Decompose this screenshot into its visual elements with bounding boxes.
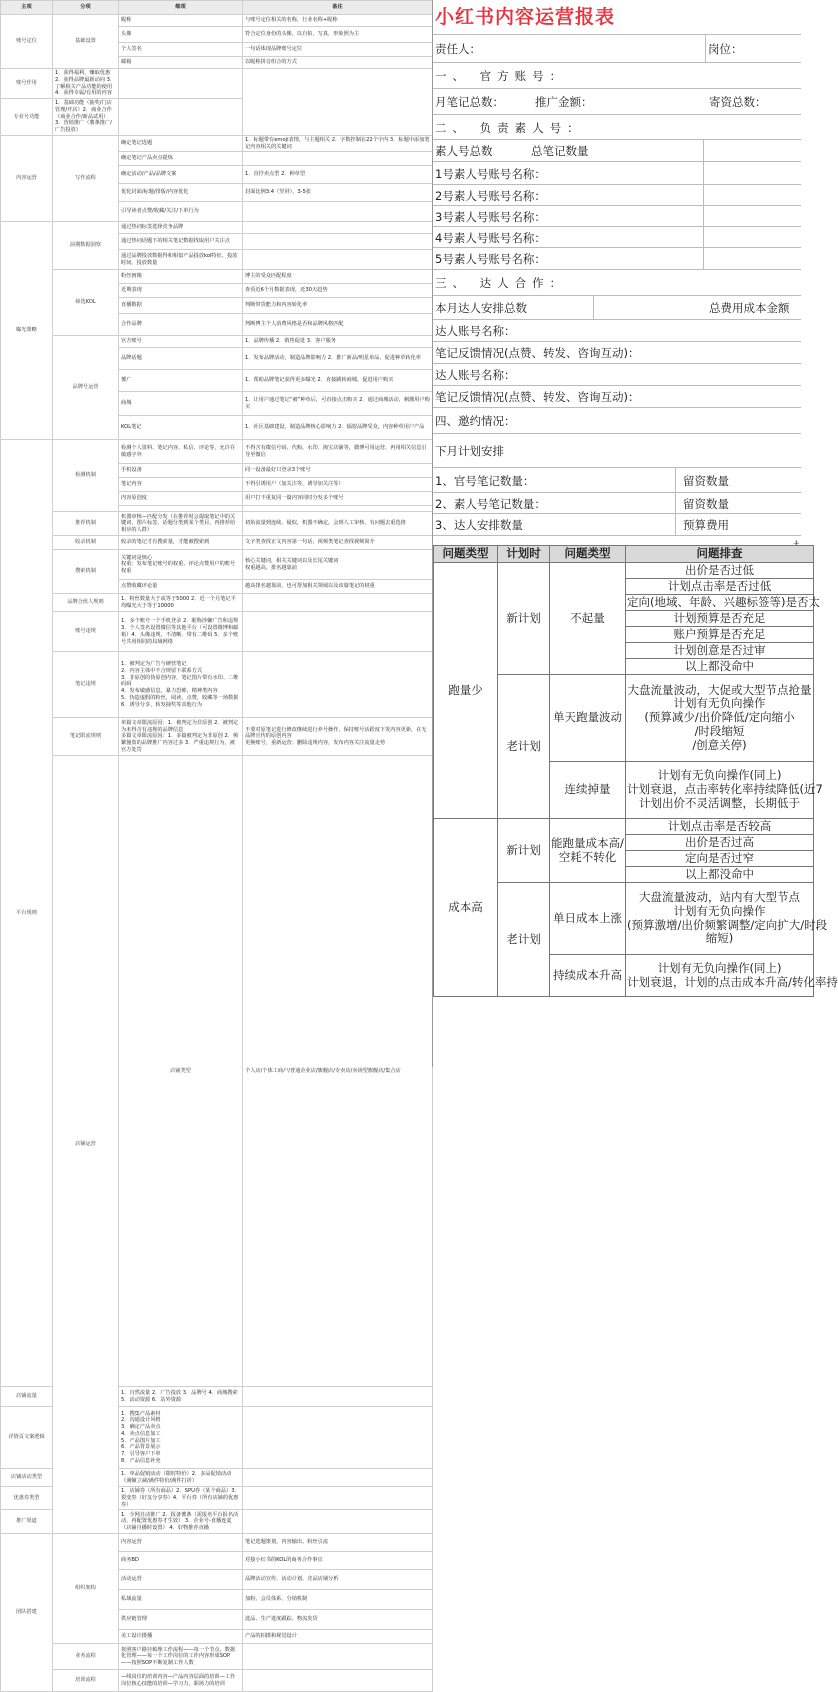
outline-item-cell: 笔记内容 xyxy=(119,478,243,492)
outline-item-cell: 内容原创度 xyxy=(119,492,243,506)
outline-header-cell: 主项 xyxy=(1,1,53,15)
plan-type-cell: 新计划 xyxy=(498,563,550,675)
outline-row xyxy=(1,536,433,550)
plan-type-cell: 新计划 xyxy=(498,819,550,883)
outline-note-cell: 核心关键词，相关关键词以及长尾关键词 权重越高，排名越靠前 xyxy=(243,550,433,580)
outline-subcategory-cell: 收录机制 xyxy=(53,536,119,550)
outline-note-cell: 判断博主个人消费风格是否和品牌风格匹配 xyxy=(243,314,433,336)
problem-diagnosis-panel xyxy=(432,545,838,1067)
outline-item-cell: 1．搜集产品素材 2．沟通设计风格 3．确定产品卖点 4．卖点信息加工 5．产品图片加工 6．产品背景展示 7．引导客户下单 8．产品信息补充 xyxy=(119,1407,243,1469)
report-row xyxy=(433,319,801,342)
outline-subcategory-cell: 培训流程 xyxy=(53,1670,119,1692)
report-cell-divider xyxy=(703,248,704,270)
report-row xyxy=(433,62,801,89)
outline-row xyxy=(1,550,433,580)
report-field-label: 2号素人号账号名称： xyxy=(435,188,546,203)
report-field-label: 总费用成本金额 xyxy=(709,301,790,315)
outline-note-cell: 封面比例3:4（竖屏），3-5张 xyxy=(243,184,433,202)
outline-note-cell xyxy=(119,69,243,99)
outline-row xyxy=(1,15,433,27)
report-row xyxy=(433,226,801,248)
report-field-label: 留资数量 xyxy=(683,473,729,488)
outline-row xyxy=(1,69,433,99)
report-field-label: 下月计划安排 xyxy=(435,444,504,458)
outline-category-cell: 曝光策略 xyxy=(1,222,53,440)
outline-note-cell xyxy=(243,152,433,166)
outline-item-cell: 机器审核—匹配分发（在推荐时会提取笔记中的关键词、图片标签、话题分类到某个类目，再推荐给相应的人群） xyxy=(119,512,243,536)
outline-row xyxy=(1,222,433,234)
report-row xyxy=(433,433,801,468)
outline-header-cell: 备注 xyxy=(243,1,433,15)
outline-note-cell xyxy=(243,202,433,222)
problem-subtype-cell: 单天跑量波动 xyxy=(550,675,626,762)
problem-subtype-cell: 连续掉量 xyxy=(550,762,626,819)
outline-subcategory-cell: 优惠券类型 xyxy=(1,1487,53,1510)
outline-item-cell: 1．获得福利，赚取优惠 2．获得品牌最新动向 3．了解相关产品功能的使用 4．获得专属/有用的内容 xyxy=(53,69,119,99)
outline-note-cell: 初始流量到连续、疑似，机器不确定，会到人工审核，有问题去重选推 xyxy=(243,512,433,536)
report-row xyxy=(433,161,801,185)
report-field-label: 笔记反馈情况(点赞、转发、咨询互动)： xyxy=(435,390,640,404)
report-field-label: 2、素人号笔记数量： xyxy=(435,496,546,511)
outline-row xyxy=(1,440,433,464)
report-cell-divider xyxy=(703,206,704,227)
problem-header-cell: 问题类型 xyxy=(550,546,626,563)
report-cell-divider xyxy=(705,35,706,63)
outline-subcategory-cell: 基础设置 xyxy=(53,15,119,69)
outline-row xyxy=(1,270,433,284)
outline-item-cell: 1．多个账号一个手机登录 2．昵称涉嫌广告和违规 3．个人签名设置微信等其他平台（可设置微博和邮箱）4．头像违规、不清晰、带有二维码 5．多个账号共用相同的局域网络 xyxy=(119,612,243,652)
outline-subcategory-cell: 业务流程 xyxy=(53,1644,119,1670)
problem-row xyxy=(434,819,814,835)
outline-subcategory-cell: 前期数据洞察 xyxy=(53,222,119,270)
problem-header-cell: 问题排查 xyxy=(626,546,814,563)
outline-item-cell: 按照客户路径梳理工作流程——每一个节点，数据化管理——每一个工作岗位的工作内容形成SOP——按照SOP不断复制工作人数 xyxy=(119,1644,243,1670)
outline-note-cell: 文字类查找正文内容第一句话，视频类笔记查找视频简介 xyxy=(243,536,433,550)
report-row xyxy=(433,184,801,206)
report-field-label: 3、达人安排数量 xyxy=(435,518,523,532)
outline-note-cell xyxy=(243,222,433,234)
report-field-label: 1号素人号账号名称： xyxy=(435,166,546,181)
plan-type-cell: 老计划 xyxy=(498,883,550,997)
outline-note-cell: 1．社区基础建设，制造品牌核心影响力 2．辐射品牌受众，内容种草用户产品 xyxy=(243,416,433,440)
outline-row xyxy=(1,718,433,756)
outline-item-cell: 1．全网自动推广 2．报备薯条（需报名平台报名活动，再配置优惠券才生效） 3．企业号-直播连麦（店铺自播时设置） 4．好物推荐直播 xyxy=(119,1510,243,1534)
problem-check-cell: 计划有无负向操作(同上) 计划衰退，计划的点击成本升高/转化率持 xyxy=(626,955,814,997)
outline-note-cell xyxy=(243,1510,433,1534)
outline-note-cell xyxy=(243,1670,433,1692)
outline-note-cell: 1．帮助品牌笔记获得更多曝光 2．直接跳转商城，促进用户购买 xyxy=(243,370,433,392)
problem-check-cell: 计划点击率是否过低 xyxy=(626,579,814,595)
outline-note-cell xyxy=(243,594,433,612)
outline-item-cell: 通过热词标签选择竞争品牌 xyxy=(119,222,243,234)
outline-row xyxy=(1,336,433,348)
problem-check-cell: 出价是否过高 xyxy=(626,835,814,851)
outline-note-cell: 加粉、会员体系、分销机制 xyxy=(243,1590,433,1610)
outline-item-cell: 优化封面/标题/排版/内容优化 xyxy=(119,184,243,202)
outline-subcategory-cell: 专业号功能 xyxy=(1,99,53,136)
outline-item-cell: 引导读者点赞/收藏/关注/下单行为 xyxy=(119,202,243,222)
outline-header-cell: 细项 xyxy=(119,1,243,15)
report-field-label: 达人账号名称： xyxy=(435,324,516,338)
report-row xyxy=(433,467,801,493)
outline-note-cell xyxy=(243,1644,433,1670)
outline-item-cell: 检测个人资料、笔记内容、私信、评论等，允许在敏感字外 xyxy=(119,440,243,464)
report-field-label: 预算费用 xyxy=(683,518,729,532)
outline-item-cell: 商城 xyxy=(119,392,243,416)
report-title: 小红书内容运营报表 xyxy=(435,6,616,28)
outline-body xyxy=(1,15,433,1692)
report-cell-divider xyxy=(675,468,676,493)
outline-item-cell: 1．自然流量 2．广告投放 3．品牌号 4．商城搜索 5．活动资源 6．站外资源 xyxy=(119,1387,243,1407)
outline-item-cell: 薯广 xyxy=(119,370,243,392)
outline-item-cell: 品牌话题 xyxy=(119,348,243,370)
outline-note-cell xyxy=(243,612,433,652)
outline-note-cell: 1．让用户通过笔记“被”种草后，可直接点击购买 2．通过商城活动，刺激用户购买 xyxy=(243,392,433,416)
outline-category-cell: 店铺运营 xyxy=(53,756,119,1534)
outline-note-cell xyxy=(243,234,433,250)
outline-note-cell xyxy=(243,1469,433,1487)
report-field-label: 推广金额： xyxy=(535,95,593,109)
problem-check-cell: 大盘流量波动，大促或大型节点抢量 计划有无负向操作 (预算减少/出价降低/定向缩小 /时段缩短 /创意关停) xyxy=(626,675,814,762)
problem-diagnosis-table xyxy=(433,545,838,997)
outline-note-cell: 1．发布品牌活动，制造品牌影响力 2．推广新品/明星单品，促进种草转化率 xyxy=(243,348,433,370)
report-field-label: 三、 达人合作： xyxy=(435,276,568,290)
problem-check-cell: 以上都没命中 xyxy=(626,867,814,883)
outline-note-cell xyxy=(243,1387,433,1407)
problem-subtype-cell: 不起量 xyxy=(550,563,626,675)
report-row xyxy=(433,139,801,162)
outline-subcategory-cell: 笔记限流规则 xyxy=(53,718,119,756)
problem-header-row xyxy=(434,546,814,563)
problem-row xyxy=(434,563,814,579)
report-row xyxy=(433,513,801,536)
outline-item-cell: 单篇文章限流原因：1．被判定为非原创 2．被判定为未得含有违规的品牌信息 多篇文章限流原因：1．多篇被判定为非原创 2．频繁撞盗的品牌推广内容过多 3．严重违规行为，被官方处罚 xyxy=(119,718,243,756)
problem-check-cell: 计划有无负向操作(同上) 计划衰退，点击率转化率持续降低(近7 计划出价不灵活调整，长期低于 xyxy=(626,762,814,819)
outline-item-cell: 确定笔记选题 xyxy=(119,135,243,152)
outline-item-cell: 个人签名 xyxy=(119,43,243,57)
problem-check-cell: 计划预算是否充足 xyxy=(626,611,814,627)
report-row xyxy=(433,385,801,408)
problem-check-cell: 以上都没命中 xyxy=(626,659,814,675)
problem-check-cell: 账户预算是否充足 xyxy=(626,627,814,643)
outline-item-cell: 活动运营 xyxy=(119,1570,243,1590)
report-cell-divider xyxy=(593,296,594,320)
report-row xyxy=(433,205,801,227)
problem-check-cell: 定向是否过窄 xyxy=(626,851,814,867)
outline-item-cell: 官方账号 xyxy=(119,336,243,348)
outline-note-cell: 判断带货能力和内容转化率 xyxy=(243,298,433,314)
report-field-label: 二、 负责素人号： xyxy=(435,120,585,135)
outline-item-cell: 内容运营 xyxy=(119,1534,243,1552)
outline-row xyxy=(1,99,433,136)
outline-note-cell: 产品的拍摄和视觉设计 xyxy=(243,1630,433,1644)
problem-type-cell: 跑量少 xyxy=(434,563,498,819)
outline-item-cell: 美工设计摄播 xyxy=(119,1630,243,1644)
report-cell-divider xyxy=(703,185,704,206)
outline-note-cell: 不要对原笔记进行修改继续进行养号操作，保持账号活跃度下发内容更新，在无品牌宣传的原创内容 更换账号，重新运营；删除违规内容，发布内容关注流量走势 xyxy=(243,718,433,756)
outline-item-cell: 合作品牌 xyxy=(119,314,243,336)
report-field-label: 笔记反馈情况(点赞、转发、咨询互动)： xyxy=(435,346,640,360)
outline-item-cell: 直播数据 xyxy=(119,298,243,314)
outline-header-cell: 分项 xyxy=(53,1,119,15)
outline-subcategory-cell: 推荐机制 xyxy=(53,512,119,536)
outline-note-cell xyxy=(119,99,243,136)
outline-category-cell: 内容运营 xyxy=(1,135,53,222)
outline-subcategory-cell: 推广渠道 xyxy=(1,1510,53,1534)
problem-subtype-cell: 持续成本升高 xyxy=(550,955,626,997)
problem-header-cell: 计划时 xyxy=(498,546,550,563)
report-cell-divider xyxy=(675,514,676,536)
problem-subtype-cell: 单日成本上涨 xyxy=(550,883,626,955)
outline-item-cell: 1．店铺券（所有商品）2．SPU券（某个商品）3．裂变券（好友分享券）4．平台券（所有店铺的优惠券） xyxy=(119,1487,243,1510)
outline-note-cell: 同一设备最好只登录3个账号 xyxy=(243,464,433,478)
outline-note-cell: 用户打不重复同一篇内容同时分发多个账号 xyxy=(243,492,433,506)
problem-subtype-cell: 能跑量成本高/空耗不转化 xyxy=(550,819,626,883)
report-row xyxy=(433,269,801,296)
outline-item-cell: 1．被判定为广告与硬营笔记 2．内容主体中不合规留下联系方式 3．非原创的伪原创内容，笔记图片带有水印、二维码码 4．发布敏感信息，暴力恐怖，精神类内容 5．伪造虚假的粉丝，阅读，点赞，收藏等一场数据 6．诱导分享，转发抽奖等其他行为 xyxy=(119,652,243,718)
outline-note-cell: 对接小红书的KOL的商务合作事宜 xyxy=(243,1552,433,1570)
outline-note-cell: 1．直抒卖点型 2．种草型 xyxy=(243,166,433,184)
outline-item-cell: 邮箱 xyxy=(119,57,243,69)
outline-category-cell: 平台规则 xyxy=(1,440,53,1387)
report-field-label: 一、 官方账号： xyxy=(435,69,568,83)
outline-subcategory-cell: 品牌合伙人规则 xyxy=(53,594,119,612)
outline-row xyxy=(1,135,433,152)
outline-row xyxy=(1,594,433,612)
report-field-label: 月笔记总数： xyxy=(435,95,504,109)
content-report-form xyxy=(432,0,801,545)
outline-note-cell xyxy=(243,1487,433,1510)
report-field-label: 总笔记数量 xyxy=(531,144,589,158)
outline-subcategory-cell: 店铺活动类型 xyxy=(1,1469,53,1487)
outline-row xyxy=(1,756,433,1387)
outline-row xyxy=(1,1534,433,1552)
outline-note-cell xyxy=(243,250,433,270)
report-field-label: 岗位： xyxy=(708,42,743,56)
problem-check-cell: 出价是否过低 xyxy=(626,563,814,579)
report-field-label: 4号素人号账号名称： xyxy=(435,230,546,245)
report-cell-divider xyxy=(703,140,704,162)
report-field-label: 本月达人安排总数 xyxy=(435,301,527,315)
report-cell-divider xyxy=(703,162,704,185)
outline-subcategory-cell: 笔记违规 xyxy=(53,652,119,718)
outline-item-cell: 点赞收藏评论量 xyxy=(119,580,243,594)
report-field-label: 5号素人号账号名称： xyxy=(435,252,546,266)
outline-note-cell: 1．标题带有emoji表情，与主题相关 2．字数控制在22个字内 3．标题中添加笔记内容相关的关键词 xyxy=(243,135,433,152)
outline-item-cell: —线岗位的培训内容—产品内容层面的培训—工作岗位核心技能的培训—学习力，职场力的培训 xyxy=(119,1670,243,1692)
outline-item-cell: 近期表现 xyxy=(119,284,243,298)
report-field-label: 留资数量 xyxy=(683,496,729,511)
report-row xyxy=(433,492,801,514)
outline-note-cell: 1．品牌传播 2．销售促进 3．客户服务 xyxy=(243,336,433,348)
report-field-label: 1、官号笔记数量： xyxy=(435,473,535,488)
report-field-label: 素人号总数 xyxy=(435,144,493,158)
outline-note-cell: 一句话体现品牌账号定位 xyxy=(243,43,433,57)
outline-item-cell: 手机设备 xyxy=(119,464,243,478)
outline-item-cell: 昵称 xyxy=(119,15,243,27)
outline-subcategory-cell: 组织架构 xyxy=(53,1534,119,1644)
outline-item-cell: 私域流量 xyxy=(119,1590,243,1610)
outline-item-cell: 收录的笔记才有搜索量，才能被搜索到 xyxy=(119,536,243,550)
outline-row xyxy=(1,1670,433,1692)
report-field-label: 四、邀约情况： xyxy=(435,414,516,428)
outline-subcategory-cell: 检测机制 xyxy=(53,440,119,512)
outline-item-cell: 1．单品促销活动（限时特价）2．多品促销活动（满额立减/满件特价/满件打折） xyxy=(119,1469,243,1487)
outline-category-cell: 团队搭建 xyxy=(1,1534,53,1692)
report-row xyxy=(433,295,801,320)
outline-note-cell: 笔记选题策划、内容输出、粉丝引流 xyxy=(243,1534,433,1552)
outline-item-cell: 1．粉丝数量大于或等于5000 2．近一个月笔记平均曝光大于等于10000 xyxy=(119,594,243,612)
outline-item-cell: 个人店/个体工商户/普通企业店/旗舰店/专卖店/卖场型旗舰店/集合店 xyxy=(243,756,433,1387)
report-cell-divider xyxy=(703,227,704,248)
outline-note-cell: 与账号定位相关的名称，行业名称+昵称 xyxy=(243,15,433,27)
outline-subcategory-cell: 店铺流量 xyxy=(1,1387,53,1407)
report-cell-divider xyxy=(675,493,676,514)
report-row xyxy=(433,34,801,63)
plan-type-cell: 老计划 xyxy=(498,675,550,819)
outline-item-cell: 通过热词话题下的相关笔记数据找取用户关注点 xyxy=(119,234,243,250)
outline-note-cell: 博主的受众匹配程度 xyxy=(243,270,433,284)
outline-note-cell: 越高排名越靠前，也可帮加相关领域以及该篇笔记的权重 xyxy=(243,580,433,594)
outline-subcategory-cell: 详情页文案逻辑 xyxy=(1,1407,53,1469)
outline-note-cell: 不得引诱用户（加关注等，诱导加关注等） xyxy=(243,478,433,492)
outline-note-cell: 查看近6个月数据表现，近30天趋势 xyxy=(243,284,433,298)
problem-header-cell: 问题类型 xyxy=(434,546,498,563)
outline-item-cell: KOL笔记 xyxy=(119,416,243,440)
outline-note-cell xyxy=(243,652,433,718)
report-row xyxy=(433,114,801,140)
outline-subcategory-cell: 写作流程 xyxy=(53,135,119,222)
outline-item-cell: 关键词是核心 权重：发布笔记账号的权重、评论点赞用户的账号权重 xyxy=(119,550,243,580)
outline-subcategory-cell: 搜索机制 xyxy=(53,550,119,594)
problem-check-cell: 计划创意是否过审 xyxy=(626,643,814,659)
report-row xyxy=(433,247,801,270)
outline-note-cell: 符合定位身份的头像，以自拍，写真，形象照为主 xyxy=(243,27,433,43)
outline-note-cell: 以昵称拼音组合的方式 xyxy=(243,57,433,69)
report-row xyxy=(433,363,801,386)
outline-note-cell: 品牌活动宣传、活动计划、竞品店铺分析 xyxy=(243,1570,433,1590)
outline-note-cell xyxy=(243,1407,433,1469)
problem-check-cell: 计划点击率是否较高 xyxy=(626,819,814,835)
outline-item-cell: 商务BD xyxy=(119,1552,243,1570)
problem-check-cell: 定向(地域、年龄、兴趣标签等)是否太 xyxy=(627,594,820,609)
problem-body xyxy=(434,562,838,997)
outline-subcategory-cell: 账号违规 xyxy=(53,612,119,652)
outline-header-row xyxy=(1,1,433,15)
report-field-label: 3号素人号账号名称： xyxy=(435,209,546,224)
outline-row xyxy=(1,612,433,652)
outline-item-cell: 1．基础功能（抽奖/门店管理/开店）2．商业合作（商业合作/新品试用）3．营销推广（薯条推广/广告投放） xyxy=(53,99,119,136)
outline-item-cell: 确定笔记产品卖点提炼 xyxy=(119,152,243,166)
outline-row xyxy=(1,1644,433,1670)
outline-category-cell: 账号定位 xyxy=(1,15,53,69)
outline-item-cell: 供应链管理 xyxy=(119,1610,243,1630)
outline-note-cell: 不得含有微信号码、代购、水印、淘宝店铺等，微博可用运营，再用相关信息引导至微信 xyxy=(243,440,433,464)
outline-subcategory-cell: 筛选KOL xyxy=(53,270,119,336)
outline-subcategory-cell: 品牌号运营 xyxy=(53,336,119,440)
outline-note-cell: 选品、生产进度跟踪、物流发货 xyxy=(243,1610,433,1630)
report-row xyxy=(433,341,801,364)
report-row xyxy=(433,88,801,115)
report-field-label: 责任人： xyxy=(435,42,481,56)
outline-row xyxy=(1,652,433,718)
outline-subcategory-cell: 账号作用 xyxy=(1,69,53,99)
problem-type-cell: 成本高 xyxy=(434,819,498,997)
report-field-label: 达人账号名称： xyxy=(435,368,516,382)
outline-item-cell: 通过品牌投放数据得和相似产品投放kol特征、投放时间、投放数量 xyxy=(119,250,243,270)
outline-subcategory-cell: 店铺类型 xyxy=(119,756,243,1387)
outline-item-cell: 粉丝画像 xyxy=(119,270,243,284)
report-row xyxy=(433,407,801,434)
outline-item-cell: 头像 xyxy=(119,27,243,43)
problem-check-cell: 大盘流量波动，站内有大型节点 计划有无负向操作 (预算激增/出价频繁调整/定向扩大/时段 缩短) xyxy=(626,883,814,955)
outline-item-cell: 确定活动/产品/品牌文案 xyxy=(119,166,243,184)
outline-row xyxy=(1,512,433,536)
report-field-label: 寄资总数： xyxy=(709,95,767,109)
